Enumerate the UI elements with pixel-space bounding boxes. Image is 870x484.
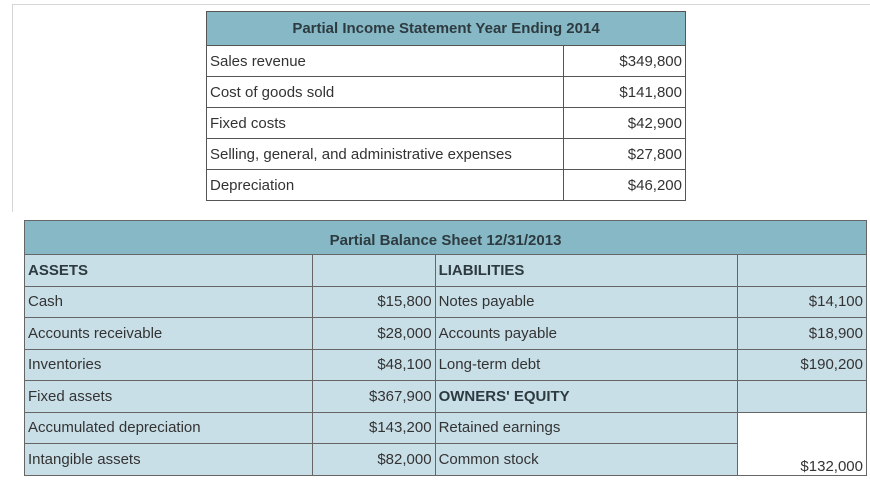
income-row-value: $141,800 — [564, 77, 686, 108]
asset-value: $48,100 — [312, 349, 435, 381]
table-row — [25, 286, 867, 318]
liability-label: Long-term debt — [435, 349, 738, 381]
owners-equity-header: OWNERS' EQUITY — [435, 381, 738, 413]
table-row — [25, 381, 867, 413]
asset-value: $15,800 — [312, 286, 435, 318]
asset-label: Fixed assets — [25, 381, 313, 413]
balance-sheet-header-row — [25, 221, 867, 255]
empty-cell — [312, 255, 435, 287]
assets-header: ASSETS — [25, 255, 313, 287]
asset-label: Intangible assets — [25, 444, 313, 476]
asset-label: Accounts receivable — [25, 318, 313, 350]
income-row-label: Depreciation — [207, 170, 564, 201]
table-row — [207, 139, 686, 170]
asset-value: $28,000 — [312, 318, 435, 350]
equity-label: Retained earnings — [435, 412, 738, 444]
liability-value: $18,900 — [738, 318, 867, 350]
income-row-value: $46,200 — [564, 170, 686, 201]
table-row — [25, 255, 867, 287]
liability-label: Notes payable — [435, 286, 738, 318]
empty-cell — [738, 381, 867, 413]
balance-sheet-title: Partial Balance Sheet 12/31/2013 — [25, 221, 867, 255]
income-statement-table — [206, 11, 686, 201]
frame-border-left — [12, 4, 13, 212]
table-row — [25, 412, 867, 444]
table-row — [207, 108, 686, 139]
empty-cell — [738, 255, 867, 287]
liability-value: $190,200 — [738, 349, 867, 381]
income-statement-header-row — [207, 12, 686, 46]
table-row — [25, 349, 867, 381]
income-row-label: Cost of goods sold — [207, 77, 564, 108]
liability-label: Accounts payable — [435, 318, 738, 350]
income-statement-title: Partial Income Statement Year Ending 2014 — [207, 12, 686, 46]
income-row-value: $349,800 — [564, 46, 686, 77]
frame-border-top — [12, 4, 870, 5]
asset-value: $82,000 — [312, 444, 435, 476]
income-row-label: Fixed costs — [207, 108, 564, 139]
income-row-label: Sales revenue — [207, 46, 564, 77]
income-row-value: $42,900 — [564, 108, 686, 139]
equity-value: $132,000 — [738, 412, 867, 475]
asset-label: Cash — [25, 286, 313, 318]
asset-label: Inventories — [25, 349, 313, 381]
table-row — [207, 170, 686, 201]
table-row — [25, 318, 867, 350]
liability-value: $14,100 — [738, 286, 867, 318]
asset-value: $367,900 — [312, 381, 435, 413]
liabilities-header: LIABILITIES — [435, 255, 738, 287]
asset-label: Accumulated depreciation — [25, 412, 313, 444]
balance-sheet-table — [24, 220, 867, 476]
asset-value: $143,200 — [312, 412, 435, 444]
income-row-label: Selling, general, and administrative expenses — [207, 139, 564, 170]
equity-label: Common stock — [435, 444, 738, 476]
table-row — [207, 77, 686, 108]
income-row-value: $27,800 — [564, 139, 686, 170]
table-row — [207, 46, 686, 77]
